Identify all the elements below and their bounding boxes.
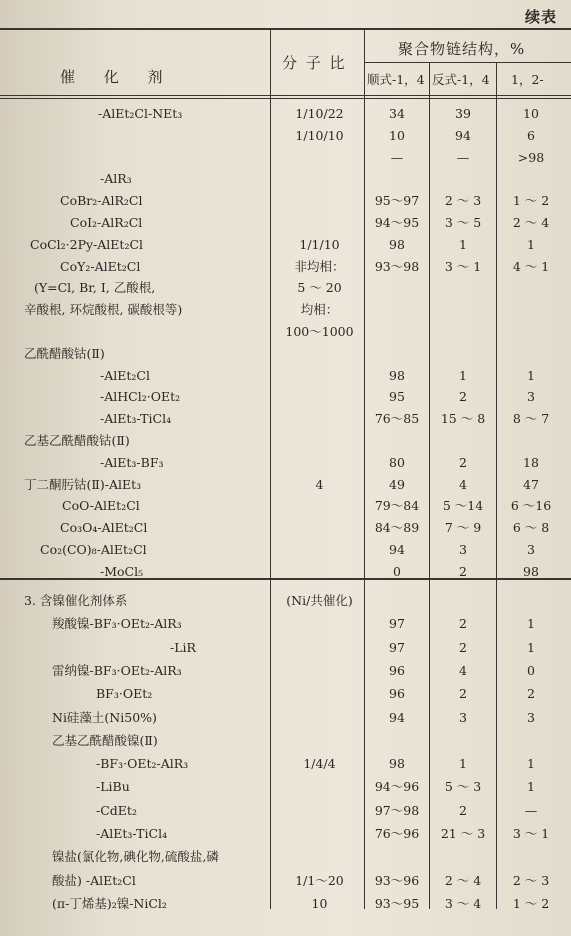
vinyl-cell: 47 bbox=[523, 476, 539, 492]
trans-cell: 94 bbox=[455, 127, 471, 143]
vinyl-cell: 1 bbox=[527, 756, 535, 772]
header-structure: 聚合物链结构，% bbox=[398, 40, 526, 58]
trans-cell: 39 bbox=[455, 106, 471, 121]
catalyst-cell: CoO-AlEt₂Cl bbox=[62, 498, 140, 514]
cis-cell: 97～98 bbox=[374, 802, 420, 818]
vinyl-cell: 1 bbox=[527, 779, 535, 795]
catalyst-cell: CoY₂-AlEt₂Cl bbox=[60, 258, 141, 274]
trans-cell: 5 ～14 bbox=[442, 498, 484, 514]
cis-cell: 97 bbox=[389, 616, 405, 632]
table-row bbox=[0, 408, 571, 430]
catalyst-cell: -LiR bbox=[170, 639, 196, 655]
table-row bbox=[0, 212, 571, 234]
header-vinyl: 1，2- bbox=[511, 72, 544, 87]
catalyst-cell: -LiBu bbox=[96, 779, 130, 795]
trans-cell: 21 ～ 3 bbox=[440, 826, 486, 841]
trans-cell: 2 ～ 4 bbox=[444, 872, 482, 888]
cis-cell: 80 bbox=[389, 454, 405, 470]
cis-cell: 34 bbox=[389, 106, 405, 121]
catalyst-cell: -AlEt₃-BF₃ bbox=[100, 454, 164, 470]
catalyst-cell: 辛酸根, 环烷酸根, 碳酸根等) bbox=[24, 302, 183, 318]
trans-cell: 2 ～ 3 bbox=[444, 193, 482, 209]
catalyst-cell: Ni硅藻土(Ni50%) bbox=[52, 709, 157, 725]
table-row bbox=[0, 776, 571, 798]
vinyl-cell: 4 ～ 1 bbox=[512, 258, 550, 274]
table-row bbox=[0, 495, 571, 517]
catalyst-cell: CoI₂-AlR₂Cl bbox=[70, 215, 143, 230]
cis-cell: 76～96 bbox=[374, 826, 420, 841]
trans-cell: 3 ～ 4 bbox=[444, 895, 482, 911]
catalyst-cell: 乙基乙酰醋酸镍(Ⅱ) bbox=[52, 732, 158, 748]
table-row bbox=[0, 637, 571, 659]
catalyst-cell: -AlEt₂Cl-NEt₃ bbox=[98, 106, 183, 121]
catalyst-cell: Co₃O₄-AlEt₂Cl bbox=[60, 520, 148, 536]
cis-cell: 94 bbox=[389, 542, 405, 557]
ratio-cell: 100～1000 bbox=[285, 324, 354, 339]
table-row bbox=[0, 386, 571, 408]
table-row bbox=[0, 590, 571, 612]
table-row bbox=[0, 707, 571, 729]
table-row bbox=[0, 474, 571, 496]
trans-cell: 2 bbox=[459, 563, 467, 579]
trans-cell: 5 ～ 3 bbox=[444, 779, 482, 795]
vinyl-cell: 3 bbox=[527, 709, 535, 725]
ratio-cell: 4 bbox=[315, 476, 324, 492]
cis-cell: 93～98 bbox=[374, 258, 420, 274]
trans-cell: 1 bbox=[459, 236, 467, 252]
cis-cell: 79～84 bbox=[374, 498, 420, 514]
cis-cell: 93～96 bbox=[374, 872, 420, 888]
vinyl-cell: 1 bbox=[527, 639, 535, 655]
table-row bbox=[0, 730, 571, 752]
catalyst-cell: -MoCl₅ bbox=[100, 563, 144, 579]
trans-cell: 2 bbox=[459, 389, 467, 405]
table-row bbox=[0, 168, 571, 190]
table-row bbox=[0, 893, 571, 915]
table-row bbox=[0, 660, 571, 682]
cis-cell: 10 bbox=[389, 127, 405, 143]
vinyl-cell: 3 bbox=[527, 389, 535, 405]
top-rule bbox=[0, 28, 571, 30]
vinyl-cell: 1 ～ 2 bbox=[512, 193, 550, 209]
ratio-cell: (Ni/共催化) bbox=[286, 593, 353, 608]
continued-label: 续表 bbox=[524, 8, 557, 26]
cis-cell: 94～95 bbox=[374, 215, 420, 230]
table-row bbox=[0, 800, 571, 822]
ratio-cell: 均相： bbox=[300, 302, 339, 318]
cis-cell: 96 bbox=[389, 662, 405, 678]
header-bottom-rule bbox=[0, 95, 571, 96]
trans-cell: 3 ～ 1 bbox=[444, 258, 482, 274]
header-trans: 反式-1，4 bbox=[432, 72, 490, 87]
vinyl-cell: 10 bbox=[523, 106, 539, 121]
cis-cell: 93～95 bbox=[374, 895, 420, 911]
ratio-cell: 1/4/4 bbox=[303, 756, 336, 772]
cis-cell: 95 bbox=[389, 389, 405, 405]
vinyl-cell: 8 ～ 7 bbox=[512, 411, 550, 427]
cis-cell: 95～97 bbox=[374, 193, 420, 209]
vinyl-cell: 1 ～ 2 bbox=[512, 895, 550, 911]
vinyl-cell: 3 bbox=[527, 542, 535, 557]
trans-cell: 3 ～ 5 bbox=[444, 215, 482, 230]
vinyl-cell: 2 ～ 3 bbox=[512, 872, 550, 888]
vinyl-cell: 1 bbox=[527, 367, 535, 383]
catalyst-cell: -BF₃·OEt₂-AlR₃ bbox=[96, 756, 189, 772]
cis-cell: 98 bbox=[389, 236, 405, 252]
structure-rule bbox=[364, 62, 571, 63]
cis-cell: 98 bbox=[389, 367, 405, 383]
table-row bbox=[0, 613, 571, 635]
catalyst-cell: 丁二酮肟钴(Ⅱ)-AlEt₃ bbox=[24, 476, 142, 492]
trans-cell: 4 bbox=[459, 476, 467, 492]
catalyst-cell: (π-丁烯基)₂镍-NiCl₂ bbox=[52, 895, 167, 911]
cis-cell: 94 bbox=[389, 709, 405, 725]
catalyst-cell: BF₃·OEt₂ bbox=[96, 686, 153, 702]
cis-cell: — bbox=[390, 149, 404, 165]
header-bottom-rule-2 bbox=[0, 98, 571, 99]
table-row bbox=[0, 452, 571, 474]
table-row bbox=[0, 299, 571, 321]
table-row bbox=[0, 125, 571, 147]
table-row bbox=[0, 753, 571, 775]
trans-cell: 2 bbox=[459, 686, 467, 702]
cis-cell: 49 bbox=[389, 476, 405, 492]
cis-cell: 0 bbox=[393, 563, 401, 579]
catalyst-cell: 羧酸镍-BF₃·OEt₂-AlR₃ bbox=[52, 616, 182, 632]
ratio-cell: 1/1～20 bbox=[295, 872, 344, 888]
trans-cell: 15 ～ 8 bbox=[440, 411, 486, 427]
trans-cell: 2 bbox=[459, 616, 467, 632]
vinyl-cell: >98 bbox=[517, 149, 545, 165]
trans-cell: 7 ～ 9 bbox=[444, 520, 482, 536]
vinyl-cell: — bbox=[524, 802, 538, 818]
trans-cell: 3 bbox=[459, 542, 467, 557]
table-row bbox=[0, 256, 571, 278]
catalyst-cell: CoCl₂·2Py-AlEt₂Cl bbox=[30, 236, 144, 252]
vinyl-cell: 1 bbox=[527, 236, 535, 252]
catalyst-cell: CoBr₂-AlR₂Cl bbox=[60, 193, 143, 209]
catalyst-cell: -AlR₃ bbox=[100, 171, 132, 187]
vinyl-cell: 6 ～16 bbox=[510, 498, 552, 514]
vinyl-cell: 0 bbox=[527, 662, 535, 678]
table-row bbox=[0, 103, 571, 125]
table-row bbox=[0, 190, 571, 212]
ratio-cell: 1/10/22 bbox=[295, 106, 344, 121]
vinyl-cell: 1 bbox=[527, 616, 535, 632]
catalyst-cell: -AlEt₂Cl bbox=[100, 367, 150, 383]
trans-cell: 4 bbox=[459, 662, 467, 678]
ratio-cell: 1/10/10 bbox=[295, 127, 344, 143]
catalyst-cell: 酸盐) -AlEt₂Cl bbox=[52, 872, 136, 888]
table-row bbox=[0, 277, 571, 299]
cis-cell: 76～85 bbox=[374, 411, 420, 427]
vinyl-cell: 2 bbox=[527, 686, 535, 702]
trans-cell: 2 bbox=[459, 802, 467, 818]
cis-cell: 97 bbox=[389, 639, 405, 655]
table-row bbox=[0, 539, 571, 561]
table-row bbox=[0, 846, 571, 868]
table-row bbox=[0, 321, 571, 343]
trans-cell: 1 bbox=[459, 367, 467, 383]
header-cis: 顺式-1，4 bbox=[367, 72, 425, 87]
catalyst-cell: Co₂(CO)₈-AlEt₂Cl bbox=[40, 542, 147, 557]
trans-cell: 1 bbox=[459, 756, 467, 772]
table-row bbox=[0, 870, 571, 892]
table-row bbox=[0, 234, 571, 256]
vinyl-cell: 18 bbox=[523, 454, 539, 470]
catalyst-cell: -AlEt₃-TiCl₄ bbox=[100, 411, 172, 427]
vinyl-cell: 2 ～ 4 bbox=[512, 215, 550, 230]
vinyl-cell: 6 ～ 8 bbox=[512, 520, 550, 536]
cis-cell: 94～96 bbox=[374, 779, 420, 795]
catalyst-cell: (Y=Cl, Br, I, 乙酸根, bbox=[34, 280, 156, 296]
table-row bbox=[0, 823, 571, 845]
vinyl-cell: 3 ～ 1 bbox=[512, 826, 550, 841]
table-row bbox=[0, 147, 571, 169]
trans-cell: 2 bbox=[459, 454, 467, 470]
table-row bbox=[0, 365, 571, 387]
header-catalyst: 催 化 剂 bbox=[60, 68, 165, 86]
cis-cell: 96 bbox=[389, 686, 405, 702]
cis-cell: 84～89 bbox=[374, 520, 420, 536]
catalyst-cell: 雷纳镍-BF₃·OEt₂-AlR₃ bbox=[52, 662, 182, 678]
trans-cell: — bbox=[456, 149, 470, 165]
catalyst-cell: 乙酰醋酸钴(Ⅱ) bbox=[24, 345, 105, 361]
trans-cell: 3 bbox=[459, 709, 467, 725]
cis-cell: 98 bbox=[389, 756, 405, 772]
table-row bbox=[0, 343, 571, 365]
table-row bbox=[0, 517, 571, 539]
vinyl-cell: 6 bbox=[527, 127, 535, 143]
catalyst-cell: -AlHCl₂·OEt₂ bbox=[100, 389, 181, 405]
header-ratio: 分 子 比 bbox=[282, 54, 347, 72]
table-row bbox=[0, 430, 571, 452]
trans-cell: 2 bbox=[459, 639, 467, 655]
catalyst-cell: 镍盐(氯化物,碘化物,硫酸盐,磷 bbox=[52, 849, 219, 865]
catalyst-cell: -AlEt₃-TiCl₄ bbox=[96, 826, 168, 841]
ratio-cell: 10 bbox=[311, 895, 328, 911]
catalyst-cell: -CdEt₂ bbox=[96, 802, 137, 818]
ratio-cell: 5 ～ 20 bbox=[297, 280, 342, 296]
catalyst-cell: 乙基乙酰醋酸钴(Ⅱ) bbox=[24, 433, 130, 448]
table-row bbox=[0, 683, 571, 705]
ratio-cell: 非均相： bbox=[294, 258, 345, 274]
catalyst-cell: 3. 含镍催化剂体系 bbox=[24, 593, 128, 608]
vinyl-cell: 98 bbox=[523, 563, 539, 579]
table-row bbox=[0, 561, 571, 583]
ratio-cell: 1/1/10 bbox=[299, 236, 340, 252]
